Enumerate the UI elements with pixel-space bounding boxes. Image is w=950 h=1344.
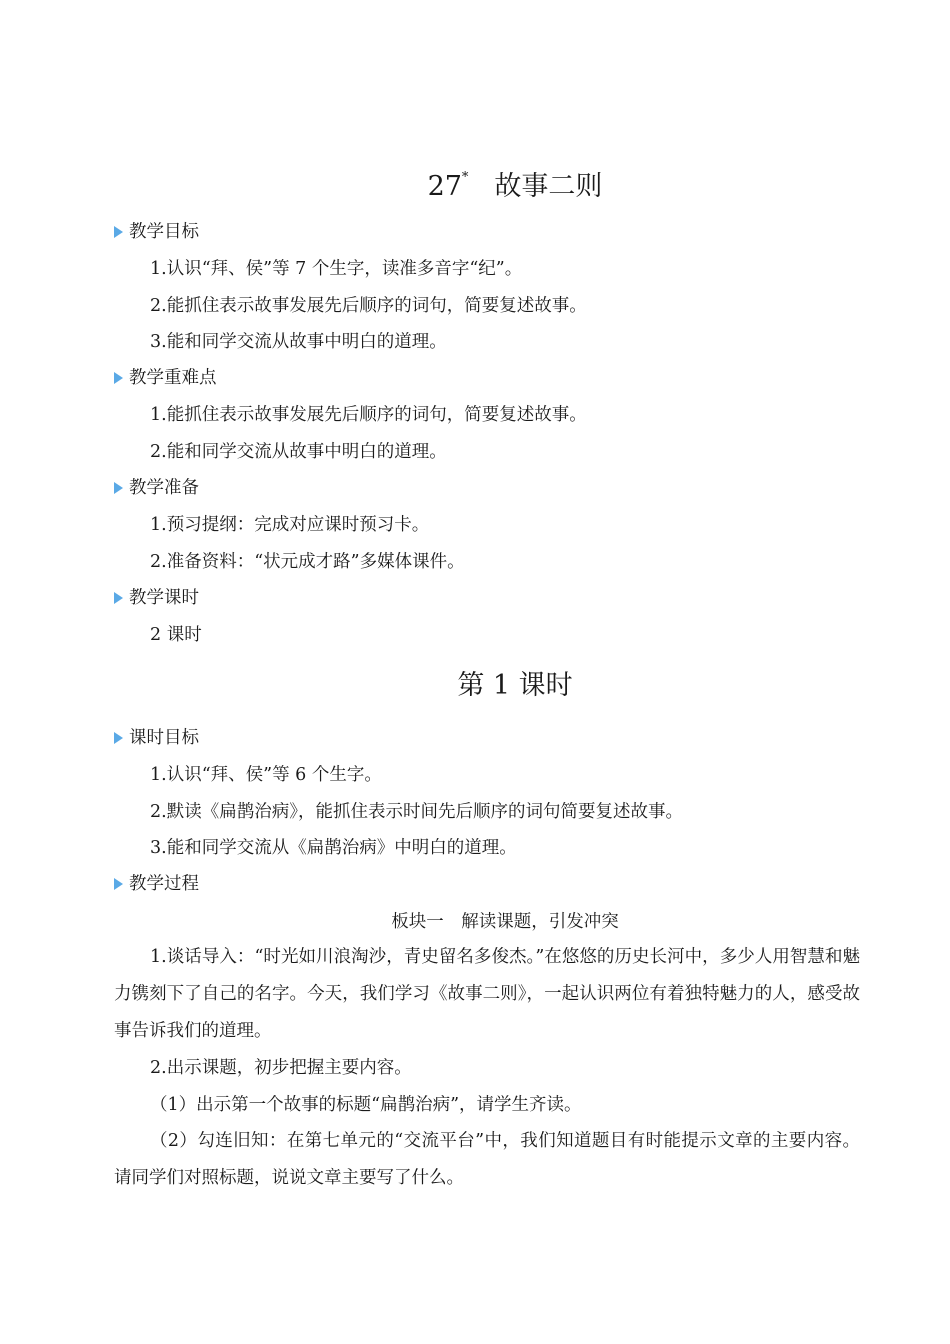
block-title: 板块一 解读课题，引发冲突 bbox=[391, 912, 619, 932]
section-label: 课时目标 bbox=[129, 728, 199, 748]
triangle-bullet-icon bbox=[114, 372, 123, 384]
triangle-bullet-icon bbox=[114, 592, 123, 604]
list-item: 1.能抓住表示故事发展先后顺序的词句，简要复述故事。 bbox=[150, 405, 587, 425]
lesson-heading: 第 1 课时 bbox=[457, 670, 573, 701]
list-item: 2.默读《扁鹊治病》，能抓住表示时间先后顺序的词句简要复述故事。 bbox=[150, 802, 683, 822]
section-label: 教学目标 bbox=[129, 222, 199, 242]
list-item: 1.认识“拜、侯”等 7 个生字，读准多音字“纪”。 bbox=[150, 259, 523, 279]
paragraph: 1.谈话导入：“时光如川浪淘沙，青史留名多俊杰。”在悠悠的历史长河中，多少人用智慧和魅力镌刻下了自己的名字。今天，我们学习《故事二则》，一起认识两位有着独特魅力的人，感受故事告诉我们的道理。 bbox=[114, 947, 860, 1041]
section-heading-prep bbox=[114, 476, 199, 500]
section-label: 教学准备 bbox=[129, 478, 199, 498]
list-item: 3.能和同学交流从故事中明白的道理。 bbox=[150, 332, 447, 352]
list-item: 2.准备资料：“状元成才路”多媒体课件。 bbox=[150, 552, 465, 572]
list-item: 1.认识“拜、侯”等 6 个生字。 bbox=[150, 765, 382, 785]
section-heading-process bbox=[114, 872, 199, 896]
paragraph: 2.出示课题，初步把握主要内容。 bbox=[150, 1058, 412, 1078]
section-heading-hours bbox=[114, 586, 199, 610]
section-label: 教学重难点 bbox=[129, 368, 217, 388]
section-heading-goals bbox=[114, 220, 199, 244]
list-item: 2.能和同学交流从故事中明白的道理。 bbox=[150, 442, 447, 462]
page-title bbox=[0, 158, 950, 207]
triangle-bullet-icon bbox=[114, 878, 123, 890]
paragraph: （1）出示第一个故事的标题“扁鹊治病”，请学生齐读。 bbox=[150, 1095, 582, 1115]
section-label: 教学课时 bbox=[129, 588, 199, 608]
lesson-title-text: 故事二则 bbox=[494, 171, 603, 202]
section-label: 教学过程 bbox=[129, 874, 199, 894]
paragraph: （2）勾连旧知：在第七单元的“交流平台”中，我们知道题目有时能提示文章的主要内容。请同学们对照标题，说说文章主要写了什么。 bbox=[114, 1131, 860, 1188]
triangle-bullet-icon bbox=[114, 732, 123, 744]
list-item: 1.预习提纲：完成对应课时预习卡。 bbox=[150, 515, 430, 535]
list-item: 3.能和同学交流从《扁鹊治病》中明白的道理。 bbox=[150, 838, 517, 858]
optional-lesson-mark: * bbox=[461, 170, 469, 185]
list-item: 2.能抓住表示故事发展先后顺序的词句，简要复述故事。 bbox=[150, 296, 587, 316]
list-item: 2 课时 bbox=[150, 625, 202, 645]
section-heading-lesson-goals bbox=[114, 726, 199, 750]
lesson-number: 27 bbox=[427, 171, 462, 202]
triangle-bullet-icon bbox=[114, 226, 123, 238]
section-heading-keypoints bbox=[114, 366, 217, 390]
triangle-bullet-icon bbox=[114, 482, 123, 494]
